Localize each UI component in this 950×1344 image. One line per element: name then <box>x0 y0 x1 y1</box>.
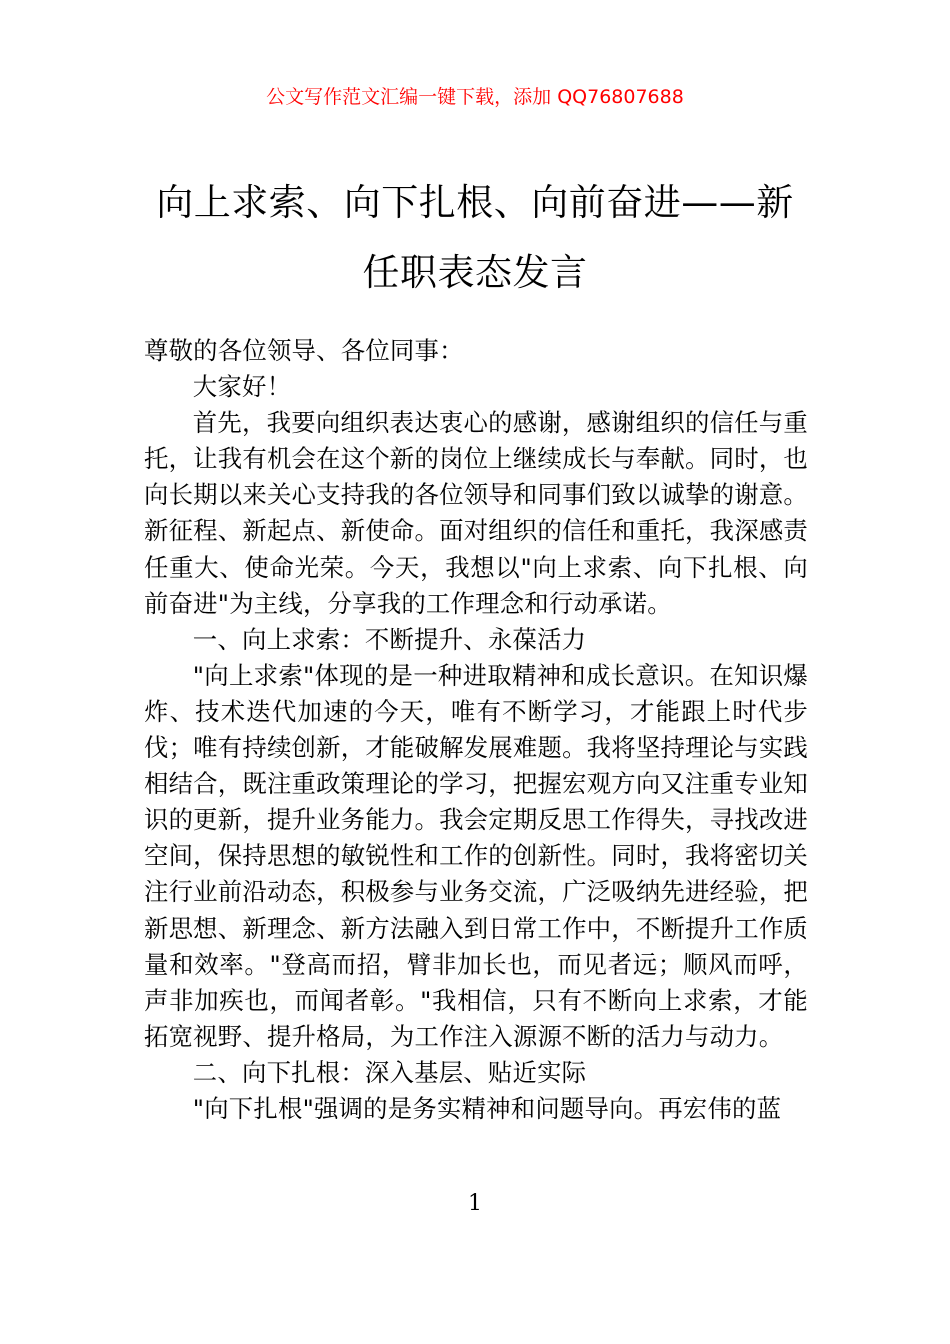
download-notice: 公文写作范文汇编一键下载，添加 QQ76807688 <box>266 86 684 108</box>
document-body <box>144 333 808 1127</box>
intro-paragraph: 首先，我要向组织表达衷心的感谢，感谢组织的信任与重托，让我有机会在这个新的岗位上继续成长与奉献。同时，也向长期以来关心支持我的各位领导和同事们致以诚挚的谢意。新征程、新起点、新使命。面对组织的信任和重托，我深感责任重大、使命光荣。今天，我想以"向上求索、向下扎根、向前奋进"为主线，分享我的工作理念和行动承诺。 <box>144 408 808 618</box>
page-number: 1 <box>468 1191 482 1216</box>
section-heading-2: 二、向下扎根：深入基层、贴近实际 <box>192 1057 587 1087</box>
greeting-paragraph: 大家好！ <box>192 372 292 402</box>
section-2-paragraph: "向下扎根"强调的是务实精神和问题导向。再宏伟的蓝 <box>192 1093 782 1123</box>
section-1-paragraph: "向上求索"体现的是一种进取精神和成长意识。在知识爆炸、技术迭代加速的今天，唯有不断学习，才能跟上时代步伐；唯有持续创新，才能破解发展难题。我将坚持理论与实践相结合，既注重政策理论的学习，把握宏观方向又注重专业知识的更新，提升业务能力。我会定期反思工作得失，寻找改进空间，保持思想的敏锐性和工作的创新性。同时，我将密切关注行业前沿动态，积极参与业务交流，广泛吸纳先进经验，把新思想、新理念、新方法融入到日常工作中，不断提升工作质量和效率。"登高而招，臂非加长也，而见者远；顺风而呼，声非加疾也，而闻者彰。"我相信，只有不断向上求索，才能拓宽视野、提升格局，为工作注入源源不断的活力与动力。 <box>144 660 808 1051</box>
section-heading-1: 一、向上求索：不断提升、永葆活力 <box>192 624 587 654</box>
salutation: 尊敬的各位领导、各位同事： <box>144 336 464 365</box>
document-title: 向上求索、向下扎根、向前奋进——新任职表态发言 <box>156 181 794 294</box>
